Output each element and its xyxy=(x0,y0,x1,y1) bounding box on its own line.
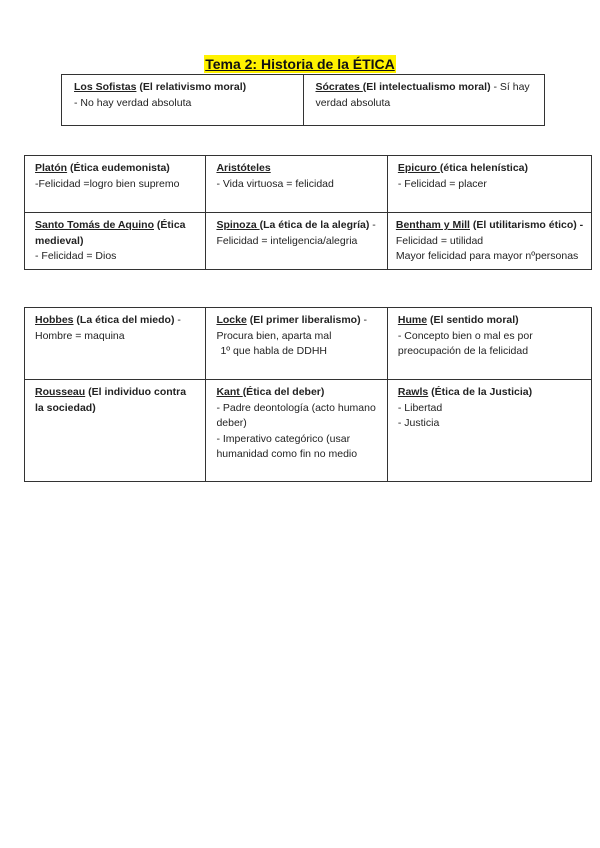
cell-subtitle: (El intelectualismo moral) xyxy=(362,81,491,93)
cell-line: - Felicidad = Dios xyxy=(35,250,117,262)
cell-hume xyxy=(387,308,591,380)
cell-inline: - Procura bien, aparta mal xyxy=(216,314,368,342)
cell-name: Los Sofistas xyxy=(74,81,137,93)
cell-subtitle: (ética helenística) xyxy=(439,162,529,174)
cell-line: - Felicidad = placer xyxy=(397,177,487,190)
cell-line: - Concepto bien o mal es por preocupación de la felicidad xyxy=(397,329,533,357)
cell-line: - Justicia xyxy=(397,417,440,429)
cell-santo-tomas xyxy=(25,213,206,270)
cell-kant xyxy=(206,380,387,482)
cell-line: 1º que habla de DDHH xyxy=(220,345,328,357)
cell-line: - No hay verdad absoluta xyxy=(74,96,192,109)
cell-subtitle: (Ética medieval) xyxy=(35,219,186,247)
cell-name: Kant xyxy=(216,386,243,398)
cell-bentham-mill xyxy=(387,213,591,270)
page-title: Tema 2: Historia de la ÉTICA xyxy=(205,56,395,72)
cell-subtitle: (El relativismo moral) xyxy=(136,81,247,93)
table-felicidad xyxy=(24,155,592,270)
cell-aristoteles xyxy=(206,156,387,213)
cell-subtitle: (El utilitarismo ético) - xyxy=(469,219,584,231)
table-sofistas-socrates xyxy=(61,74,545,126)
cell-locke xyxy=(206,308,387,380)
cell-inline: Felicidad = utilidad xyxy=(395,234,484,247)
cell-name: Locke xyxy=(216,314,247,326)
page-title-wrap xyxy=(0,56,600,74)
cell-subtitle: (La ética de la alegría) xyxy=(259,219,370,231)
cell-subtitle: (Ética eudemonista) xyxy=(67,162,170,174)
cell-name: Spinoza xyxy=(216,219,260,231)
cell-epicuro xyxy=(387,156,591,213)
cell-name: Rawls xyxy=(397,386,429,398)
cell-hobbes xyxy=(25,308,206,380)
cell-name: Bentham y Mill xyxy=(395,219,470,231)
cell-subtitle: (El sentido moral) xyxy=(427,314,519,326)
cell-name: Santo Tomás de Aquino xyxy=(35,219,155,231)
cell-subtitle: (Ética del deber) xyxy=(242,386,325,398)
cell-name: Sócrates xyxy=(315,81,363,93)
cell-name: Hume xyxy=(397,314,428,326)
cell-socrates xyxy=(303,75,545,126)
cell-subtitle: (El individuo contra la sociedad) xyxy=(35,386,187,414)
cell-subtitle: (La ética del miedo) xyxy=(73,314,175,326)
cell-sofistas xyxy=(62,75,304,126)
cell-name: Platón xyxy=(35,162,68,174)
table-modernos xyxy=(24,307,592,482)
cell-name: Hobbes xyxy=(35,314,74,326)
cell-name: Rousseau xyxy=(35,386,86,398)
cell-rawls xyxy=(387,380,591,482)
cell-subtitle: (Ética de la Justicia) xyxy=(428,386,533,398)
cell-subtitle: (El primer liberalismo) xyxy=(246,314,361,326)
cell-inline: - Hombre = maquina xyxy=(35,314,181,342)
cell-line: - Imperativo categórico (usar humanidad como fin no medio xyxy=(216,432,358,460)
cell-line: - Padre deontología (acto humano deber) xyxy=(216,401,376,429)
cell-name: Epicuro xyxy=(397,162,440,174)
cell-line: - Libertad xyxy=(397,401,443,414)
cell-inline: - Sí hay verdad absoluta xyxy=(315,81,530,109)
cell-rousseau xyxy=(25,380,206,482)
cell-spinoza xyxy=(206,213,387,270)
cell-line: Mayor felicidad para mayor nºpersonas xyxy=(395,250,579,262)
cell-inline: - Felicidad = inteligencia/alegria xyxy=(216,219,376,247)
cell-line: -Felicidad =logro bien supremo xyxy=(35,177,180,190)
cell-name: Aristóteles xyxy=(216,162,271,174)
cell-platon xyxy=(25,156,206,213)
cell-line: - Vida virtuosa = felicidad xyxy=(216,177,334,190)
